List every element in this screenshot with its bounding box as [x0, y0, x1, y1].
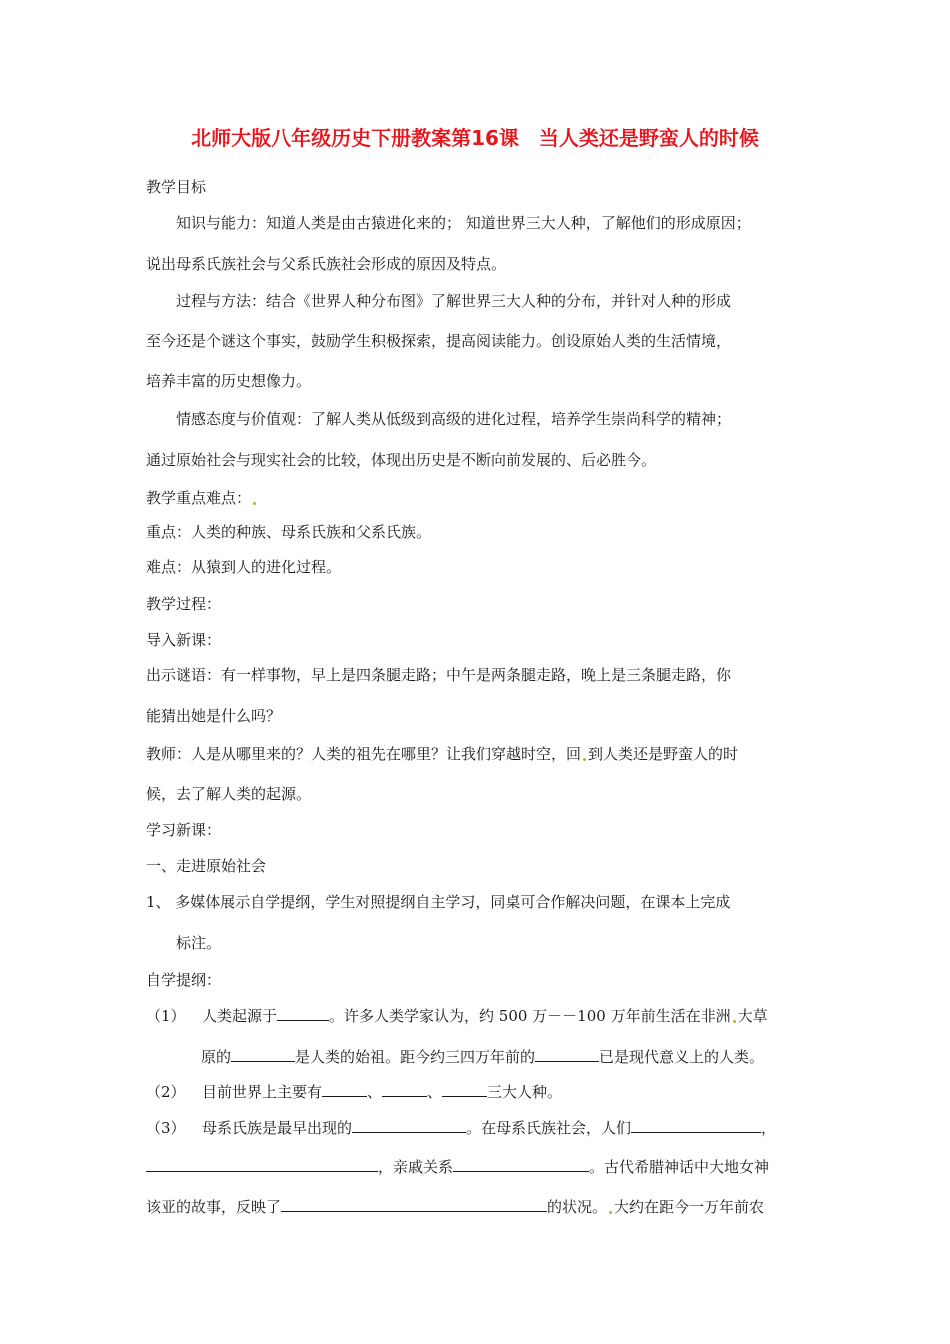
section-heading-new-lesson: 学习新课： [146, 821, 222, 839]
fill-blank[interactable] [277, 1005, 329, 1021]
question-3-line-3 [146, 1196, 764, 1217]
text-run: 三大人种。 [487, 1083, 563, 1101]
text-run: ，亲戚关系 [378, 1158, 454, 1176]
paragraph-line: 说出母系氏族社会与父系氏族社会形成的原因及特点。 [146, 255, 507, 273]
fill-blank[interactable] [442, 1081, 487, 1097]
section-heading-objectives: 教学目标 [146, 178, 207, 196]
text-run: 目前世界上主要有 [202, 1083, 323, 1101]
paragraph-line: 培养丰富的历史想像力。 [146, 372, 312, 390]
paragraph-line: 情感态度与价值观：了解人类从低级到高级的进化过程，培养学生崇尚科学的精神； [176, 410, 732, 428]
question-number: （1） [146, 1007, 186, 1025]
question-number: （3） [146, 1119, 186, 1137]
text-run: 、 [367, 1083, 383, 1101]
fill-blank[interactable] [146, 1156, 378, 1172]
paragraph-line: 过程与方法：结合《世界人种分布图》了解世界三大人种的分布，并针对人种的形成 [176, 292, 732, 310]
question-3-line-2 [146, 1156, 769, 1177]
speck-mark [609, 1211, 612, 1214]
text-run: 的状况。 [547, 1198, 608, 1216]
page-title: 北师大版八年级历史下册教案第16课 当人类还是野蛮人的时候 [191, 126, 759, 150]
speck-mark [733, 1020, 736, 1023]
question-2-line [146, 1081, 562, 1102]
paragraph-line: 1、 多媒体展示自学提纲，学生对照提纲自主学习，同桌可合作解决问题，在课本上完成 [146, 893, 731, 911]
text-run: 。许多人类学家认为，约 500 万－－100 万年前生活在非洲 [329, 1007, 731, 1025]
paragraph-line: 出示谜语：有一样事物，早上是四条腿走路；中午是两条腿走路，晚上是三条腿走路，你 [146, 666, 732, 684]
text-run: 是人类的始祖。距今约三四万年前的 [295, 1048, 536, 1066]
paragraph-line: 标注。 [176, 934, 222, 952]
paragraph-line: 候，去了解人类的起源。 [146, 785, 312, 803]
text-run: 到人类还是野蛮人的时 [588, 745, 739, 763]
text-run: 教师：人是从哪里来的？人类的祖先在哪里？让我们穿越时空，回 [146, 745, 582, 763]
speck-mark [253, 502, 256, 505]
text-run: 已是现代意义上的人类。 [599, 1048, 765, 1066]
section-heading-process: 教学过程： [146, 595, 222, 613]
text-run: ， [761, 1119, 777, 1137]
fill-blank[interactable] [231, 1046, 295, 1062]
text-run: 该亚的故事，反映了 [146, 1198, 282, 1216]
paragraph-line: 通过原始社会与现实社会的比较，体现出历史是不断向前发展的、后必胜今。 [146, 451, 657, 469]
text-run: 母系氏族是最早出现的 [202, 1119, 353, 1137]
text-run: 。古代希腊神话中大地女神 [589, 1158, 770, 1176]
section-heading-outline: 自学提纲： [146, 971, 222, 989]
fill-blank[interactable] [322, 1081, 367, 1097]
text-run: 。在母系氏族社会，人们 [466, 1119, 632, 1137]
fill-blank[interactable] [535, 1046, 599, 1062]
text-run: 大草 [737, 1007, 768, 1025]
fill-blank[interactable] [631, 1117, 761, 1133]
question-1-line-1 [146, 1005, 768, 1026]
paragraph-line: 难点：从猿到人的进化过程。 [146, 558, 342, 576]
paragraph-line: 至今还是个谜这个事实，鼓励学生积极探索，提高阅读能力。创设原始人类的生活情境， [146, 332, 732, 350]
paragraph-line: 知识与能力：知道人类是由古猿进化来的； 知道世界三大人种，了解他们的形成原因； [176, 214, 751, 232]
question-3-line-1 [146, 1117, 776, 1138]
paragraph-line [146, 744, 738, 764]
fill-blank[interactable] [382, 1081, 427, 1097]
section-heading-intro: 导入新课： [146, 631, 222, 649]
text-run: 、 [427, 1083, 443, 1101]
text-run: 人类起源于 [202, 1007, 278, 1025]
section-heading-primitive-society: 一、走进原始社会 [146, 857, 267, 875]
question-number: （2） [146, 1083, 186, 1101]
key-points-label: 教学重点难点： [146, 489, 252, 507]
speck-mark [583, 758, 586, 761]
text-run: 大约在距今一万年前农 [614, 1198, 765, 1216]
question-1-line-2 [201, 1046, 764, 1067]
fill-blank[interactable] [453, 1156, 589, 1172]
fill-blank[interactable] [281, 1196, 547, 1212]
paragraph-line: 能猜出她是什么吗？ [146, 707, 282, 725]
paragraph-line: 重点：人类的种族、母系氏族和父系氏族。 [146, 523, 432, 541]
fill-blank[interactable] [352, 1117, 466, 1133]
text-run: 原的 [201, 1048, 232, 1066]
section-heading-key-points [146, 488, 258, 508]
